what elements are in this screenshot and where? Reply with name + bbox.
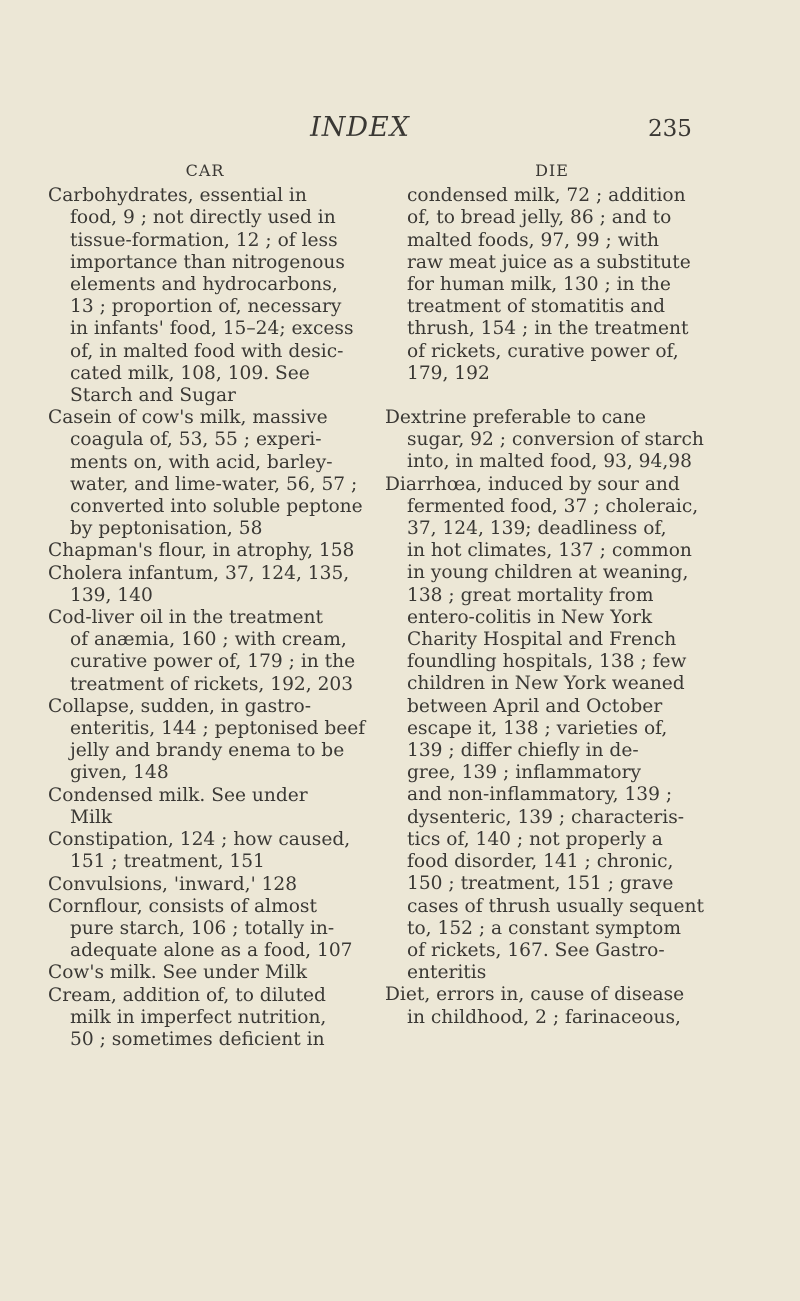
catchword-right: DIE <box>535 161 569 180</box>
entry-line: Cholera infantum, 37, 124, 135, <box>48 562 350 584</box>
entry-line: Casein of cow's milk, massive <box>48 407 328 429</box>
entry-line: 13 ; proportion of, necessary <box>70 296 342 318</box>
entry-line: importance than nitrogenous <box>70 251 345 273</box>
entry-line: jelly and brandy enema to be <box>70 740 345 762</box>
index-entry <box>48 985 348 1052</box>
entry-line: into, in malted food, 93, 94,98 <box>407 451 692 473</box>
left-column <box>48 160 366 1051</box>
entry-line: of, to bread jelly, 86 ; and to <box>407 207 672 229</box>
index-entry <box>48 407 363 540</box>
entry-line: Chapman's flour, in atrophy, 158 <box>48 540 355 562</box>
index-entry <box>48 874 348 896</box>
index-entry <box>48 962 348 984</box>
entry-line: treatment of rickets, 192, 203 <box>70 673 354 695</box>
entry-line: in childhood, 2 ; farinaceous, <box>407 1006 681 1028</box>
index-entry <box>48 695 366 785</box>
entry-line: for human milk, 130 ; in the <box>407 274 671 296</box>
entry-line: cases of thrush usually sequent <box>407 895 704 917</box>
entry-line: children in New York weaned <box>407 673 685 695</box>
entry-line: 37, 124, 139; deadliness of, <box>407 518 667 540</box>
entry-line: escape it, 138 ; varieties of, <box>407 717 668 739</box>
entry-line: 151 ; treatment, 151 <box>70 851 265 873</box>
entry-line: between April and October <box>407 695 663 717</box>
entry-line: cated milk, 108, 109. See <box>70 362 310 384</box>
entry-line: ments on, with acid, barley- <box>70 451 333 473</box>
entry-line: enteritis, 144 ; peptonised beef <box>70 718 366 740</box>
right-column <box>385 160 705 1029</box>
entry-line: adequate alone as a food, 107 <box>70 940 353 962</box>
entry-gap <box>385 385 705 407</box>
entry-line: Diet, errors in, cause of disease <box>385 984 685 1006</box>
entry-line: raw meat juice as a substitute <box>407 251 691 273</box>
entry-line: by peptonisation, 58 <box>70 518 263 540</box>
entry-line: Collapse, sudden, in gastro- <box>48 695 311 717</box>
page-number: 235 <box>648 116 692 142</box>
entry-line: 139 ; differ chiefly in de- <box>407 740 639 762</box>
entry-line: tissue-formation, 12 ; of less <box>70 229 338 251</box>
entry-line: 139, 140 <box>70 584 153 606</box>
entry-line: 150 ; treatment, 151 ; grave <box>407 873 674 895</box>
entry-line: 50 ; sometimes deficient in <box>70 1028 325 1050</box>
page-title: INDEX <box>310 112 410 143</box>
entry-line: Cream, addition of, to diluted <box>48 984 326 1006</box>
entry-line: to, 152 ; a constant symptom <box>407 917 681 939</box>
index-entry <box>48 540 355 562</box>
entry-line: Condensed milk. See under <box>48 784 308 806</box>
entry-line: elements and hydrocarbons, <box>70 274 338 296</box>
entry-line: food disorder, 141 ; chronic, <box>407 851 674 873</box>
catchword-left: CAR <box>185 161 225 180</box>
entry-line: food, 9 ; not directly used in <box>70 207 336 229</box>
index-entry <box>385 474 705 985</box>
entry-line: converted into soluble peptone <box>70 496 363 518</box>
entry-line: Carbohydrates, essential in <box>48 185 307 207</box>
index-entry <box>385 984 705 1028</box>
running-header <box>0 112 800 152</box>
entry-line: foundling hospitals, 138 ; few <box>407 651 687 673</box>
entry-line: in hot climates, 137 ; common <box>407 540 692 562</box>
entry-line: Cornflour, consists of almost <box>48 895 317 917</box>
entry-line: Cod-liver oil in the treatment <box>48 607 324 629</box>
entry-line: treatment of stomatitis and <box>407 296 666 318</box>
entry-line: Cow's milk. See under Milk <box>48 962 308 984</box>
entry-line: sugar, 92 ; conversion of starch <box>407 429 704 451</box>
entry-line: in young children at weaning, <box>407 562 689 584</box>
index-entry <box>48 829 351 873</box>
entry-line: and non-inflammatory, 139 ; <box>407 784 673 806</box>
index-entry <box>385 185 705 385</box>
entry-line: Constipation, 124 ; how caused, <box>48 829 351 851</box>
entry-line: Diarrhœa, induced by sour and <box>385 473 680 495</box>
entry-line: coagula of, 53, 55 ; experi- <box>70 429 322 451</box>
entry-line: of rickets, 167. See Gastro- <box>407 939 665 961</box>
entry-line: Convulsions, 'inward,' 128 <box>48 873 298 895</box>
entry-line: of, in malted food with desic- <box>70 340 344 362</box>
entry-line: entero-colitis in New York <box>407 606 653 628</box>
entry-line: curative power of, 179 ; in the <box>70 651 356 673</box>
entry-line: dysenteric, 139 ; characteris- <box>407 806 685 828</box>
entry-line: enteritis <box>407 962 487 984</box>
entry-line: in infants' food, 15–24; excess <box>70 318 354 340</box>
entry-line: milk in imperfect nutrition, <box>70 1006 327 1028</box>
index-entry <box>48 185 354 407</box>
entry-line: pure starch, 106 ; totally in- <box>70 917 335 939</box>
index-entry <box>385 407 705 474</box>
entry-line: given, 148 <box>70 762 169 784</box>
entry-line: Milk <box>70 806 113 828</box>
entry-line: tics of, 140 ; not properly a <box>407 828 663 850</box>
entry-line: of rickets, curative power of, <box>407 340 679 362</box>
entry-line: Starch and Sugar <box>70 385 236 407</box>
index-entry <box>48 607 356 696</box>
entry-line: of anæmia, 160 ; with cream, <box>70 629 347 651</box>
entry-line: fermented food, 37 ; choleraic, <box>407 495 699 517</box>
entry-line: malted foods, 97, 99 ; with <box>407 229 660 251</box>
entry-line: 179, 192 <box>407 362 490 384</box>
index-entry <box>48 785 348 829</box>
entry-line: water, and lime-water, 56, 57 ; <box>70 473 358 495</box>
index-entry <box>48 895 353 963</box>
index-entry <box>48 563 348 607</box>
entry-line: Dextrine preferable to cane <box>385 407 647 429</box>
entry-line: gree, 139 ; inflammatory <box>407 762 642 784</box>
entry-line: Charity Hospital and French <box>407 629 677 651</box>
entry-line: condensed milk, 72 ; addition <box>407 185 686 207</box>
entry-line: 138 ; great mortality from <box>407 584 654 606</box>
entry-line: thrush, 154 ; in the treatment <box>407 318 689 340</box>
